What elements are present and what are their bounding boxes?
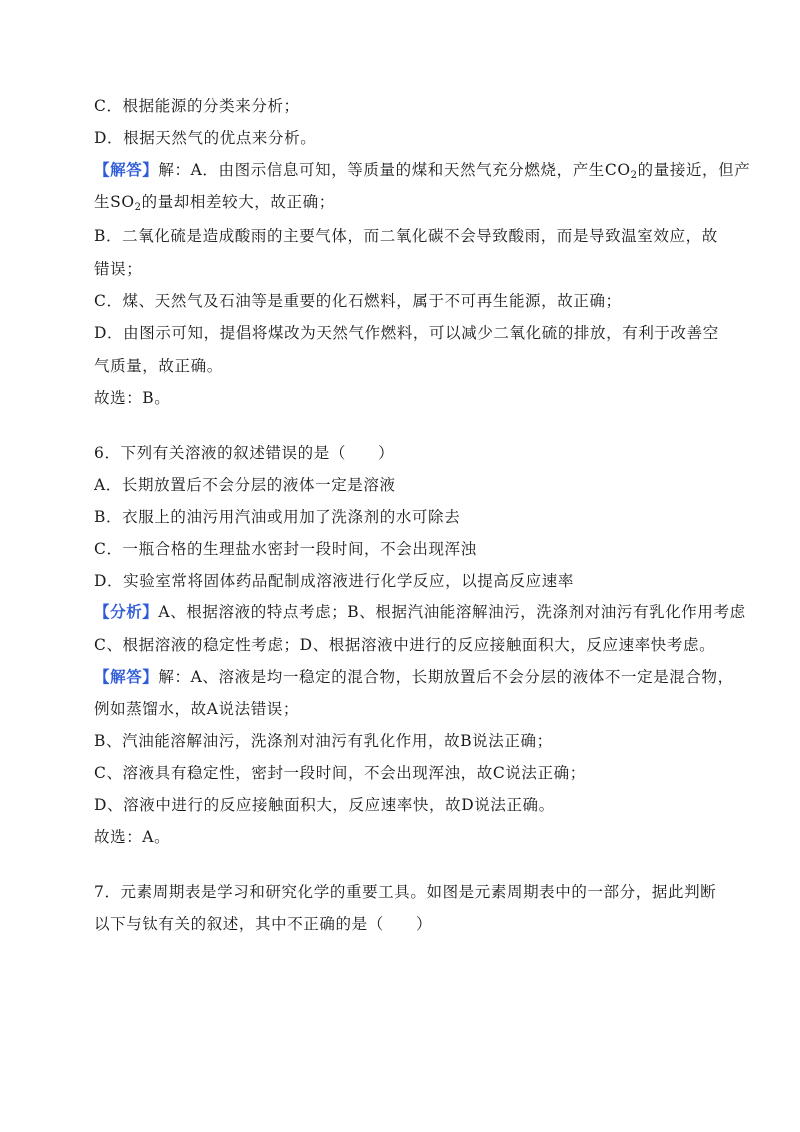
- q6-answer-line-2: 例如蒸馏水，故A说法错误；: [94, 700, 299, 718]
- q6-option-d: D．实验室常将固体药品配制成溶液进行化学反应，以提高反应速率: [94, 572, 574, 590]
- q5-answer-d-line-2: 气质量，故正确。: [94, 357, 223, 375]
- q6-analysis-line-2: C、根据溶液的稳定性考虑；D、根据溶液中进行的反应接触面积大，反应速率快考虑。: [94, 636, 716, 654]
- q5-option-d-hint: D．根据天然气的优点来分析。: [94, 129, 317, 147]
- q7-question-line-1: 7．元素周期表是学习和研究化学的重要工具。如图是元素周期表中的一部分，据此判断: [94, 883, 717, 901]
- q6-answer-b: B、汽油能溶解油污，洗涤剂对油污有乳化作用，故B说法正确；: [94, 732, 553, 750]
- q6-question: 6．下列有关溶液的叙述错误的是（ ）: [94, 444, 395, 462]
- analysis-tag: 【分析】: [94, 602, 159, 621]
- q6-answer-c: C、溶液具有稳定性，密封一段时间，不会出现浑浊，故C说法正确；: [94, 764, 586, 782]
- q5-answer-line-1: 【解答】解：A．由图示信息可知，等质量的煤和天然气充分燃烧，产生$CO_2$的量接近，但产: [94, 160, 751, 181]
- q5-answer-b-line-2: 错误；: [94, 260, 143, 278]
- q6-final-choice: 故选：A。: [94, 828, 171, 846]
- q5-final-choice: 故选：B。: [94, 389, 171, 407]
- q6-analysis-line-1: 【分析】A、根据溶液的特点考虑；B、根据汽油能溶解油污，洗涤剂对油污有乳化作用考虑: [94, 602, 746, 621]
- answer-tag: 【解答】: [94, 667, 159, 686]
- q5-answer-line-2: 生$SO_2$的量却相差较大，故正确；: [94, 193, 335, 213]
- answer-tag: 【解答】: [94, 160, 159, 179]
- q6-answer-d: D、溶液中进行的反应接触面积大，反应速率快，故D说法正确。: [94, 796, 555, 814]
- q6-option-b: B．衣服上的油污用汽油或用加了洗涤剂的水可除去: [94, 508, 461, 526]
- q6-option-c: C．一瓶合格的生理盐水密封一段时间，不会出现浑浊: [94, 540, 477, 558]
- q6-option-a: A．长期放置后不会分层的液体一定是溶液: [94, 476, 396, 494]
- q6-answer-line-1: 【解答】解：A、溶液是均一稳定的混合物，长期放置后不会分层的液体不一定是混合物，: [94, 667, 734, 686]
- q5-answer-d-line-1: D．由图示可知，提倡将煤改为天然气作燃料，可以减少二氧化硫的排放，有利于改善空: [94, 324, 719, 342]
- q5-answer-c: C．煤、天然气及石油等是重要的化石燃料，属于不可再生能源，故正确；: [94, 292, 622, 310]
- q5-answer-b-line-1: B．二氧化硫是造成酸雨的主要气体，而二氧化碳不会导致酸雨，而是导致温室效应，故: [94, 227, 718, 245]
- q7-question-line-2: 以下与钛有关的叙述，其中不正确的是（ ）: [94, 915, 433, 933]
- q5-option-c-hint: C．根据能源的分类来分析；: [94, 97, 300, 115]
